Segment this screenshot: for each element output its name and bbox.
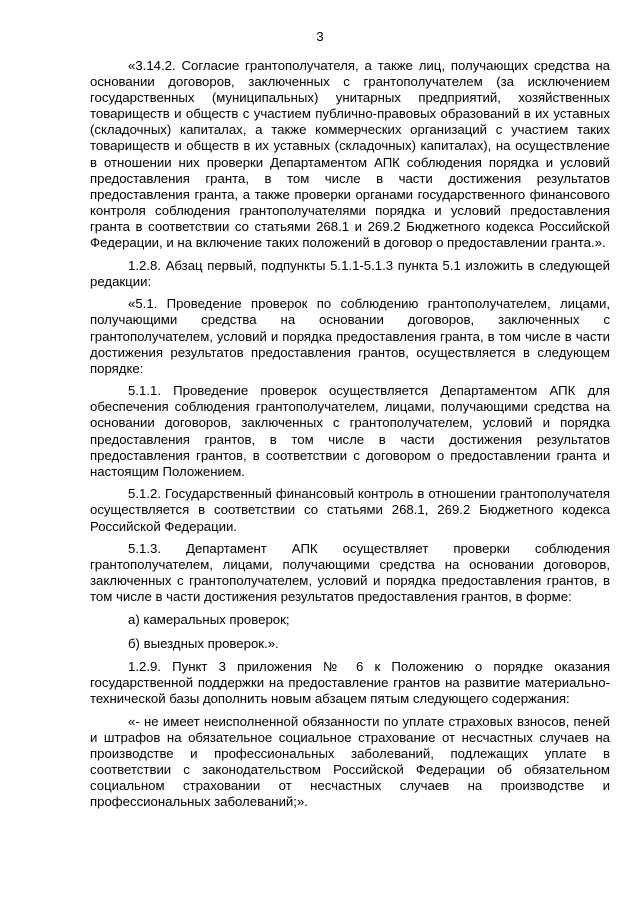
paragraph-5-1-3: 5.1.3. Департамент АПК осуществляет проверки соблюдения грантополучателем, лицами, получающими средства на основании договоров, заключенных с грантополучателем, условий и порядка предоставления грантов, в том числе в части достижения результатов предоставления грантов, в форме:: [90, 541, 610, 605]
list-item-b: б) выездных проверок.».: [128, 635, 279, 651]
paragraph-5-1: «5.1. Проведение проверок по соблюдению грантополучателем, лицами, получающими средства на основании договоров, заключенных с грантополучателем, условий и порядка предоставления гранта, в том числе в части достижения результатов предоставления грантов, осуществляется в следующем порядке:: [90, 296, 610, 376]
paragraph-5-1-2: 5.1.2. Государственный финансовый контроль в отношении грантополучателя осуществляется в соответствии со статьями 268.1, 269.2 Бюджетного кодекса Российской Федерации.: [90, 486, 610, 534]
list-item-a: а) камеральных проверок;: [128, 612, 290, 627]
paragraph-1-2-9: 1.2.9. Пункт 3 приложения № 6 к Положению о порядке оказания государственной поддержки на предоставление грантов на развитие материально-технической базы дополнить новым абзацем пятым следующего содержания:: [90, 659, 610, 707]
paragraph-5-1-1: 5.1.1. Проведение проверок осуществляется Департаментом АПК для обеспечения соблюдения грантополучателем, лицами, получающими средства на основании договоров, заключенных с грантополучателем, условий и порядка предоставления грантов, в том числе в части достижения результатов предоставления грантов, в соответствии с договором о предоставлении гранта и настоящим Положением.: [90, 383, 610, 479]
page-number: 3: [316, 29, 324, 44]
paragraph-3-14-2: «3.14.2. Согласие грантополучателя, а также лиц, получающих средства на основании договоров, заключенных с грантополучателем (за исключением государственных (муниципальных) унитарных предприятий, хозяйственных товариществ и обществ с участием публично-правовых образований в их уставных (складочных) капиталах, а также коммерческих организаций с участием таких товариществ и обществ в их уставных (складочных) капиталах), на осуществление в отношении них проверки Департаментом АПК соблюдения порядка и условий предоставления гранта, в том числе в части достижения результатов предоставления гранта, а также проверки органами государственного финансового контроля соблюдения грантополучателями порядка и условий предоставления гранта в соответствии со статьями 268.1 и 269.2 Бюджетного кодекса Российской Федерации, и на включение таких положений в договор о предоставлении гранта.».: [90, 58, 610, 251]
document-body: [90, 58, 610, 817]
paragraph-new-abzac: «- не имеет неисполненной обязанности по уплате страховых взносов, пеней и штрафов на обязательное социальное страхование от несчастных случаев на производстве и профессиональных заболеваний, подлежащих уплате в соответствии с законодательством Российской Федерации об обязательном социальном страховании от несчастных случаев на производстве и профессиональных заболеваний;».: [90, 713, 610, 810]
paragraph-1-2-8: 1.2.8. Абзац первый, подпункты 5.1.1-5.1.3 пункта 5.1 изложить в следующей редакции:: [90, 257, 610, 289]
